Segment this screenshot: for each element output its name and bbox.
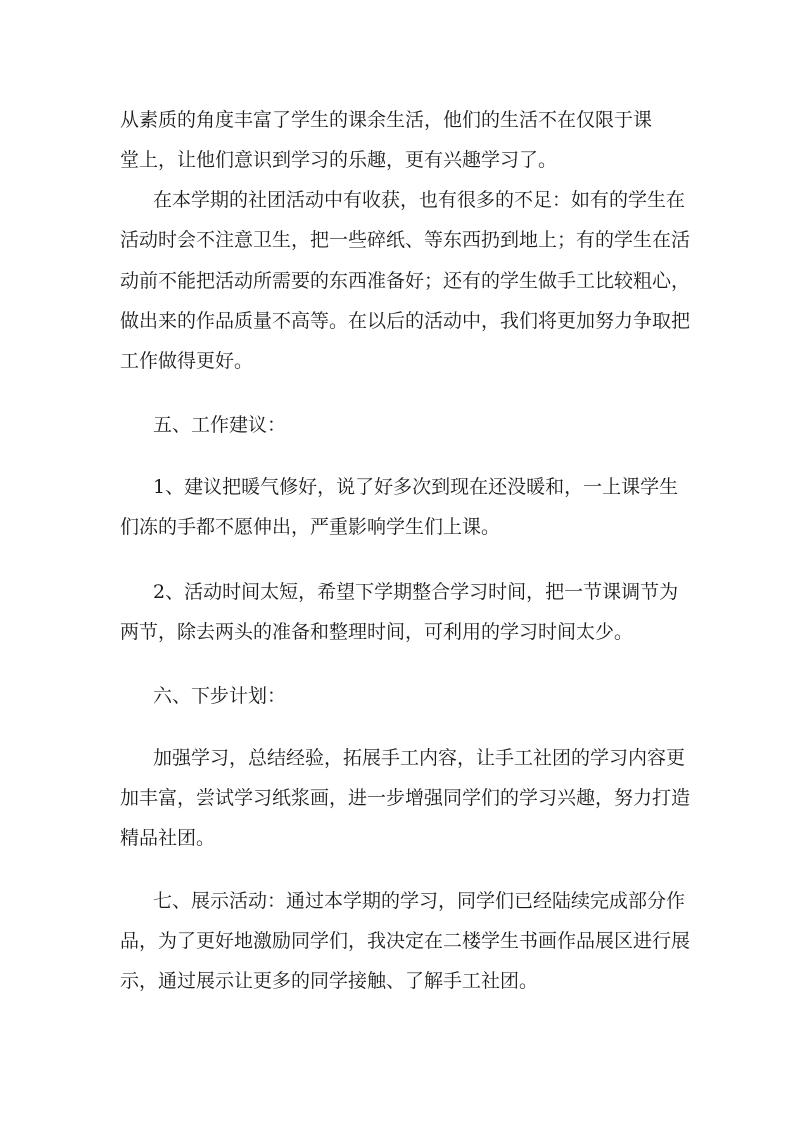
text-line: 七、展示活动：通过本学期的学习，同学们已经陆续完成部分作 [153,890,686,912]
text-line: 堂上，让他们意识到学习的乐趣，更有兴趣学习了。 [120,149,558,171]
text-line: 工作做得更好。 [120,350,254,372]
section-heading: 六、下步计划： [153,685,287,707]
text-line: 1、建议把暖气修好，说了好多次到现在还没暖和，一上课学生 [153,476,679,498]
text-line: 2、活动时间太短，希望下学期整合学习时间，把一节课调节为 [153,581,679,603]
text-line: 精品社团。 [120,827,216,849]
text-line: 示，通过展示让更多的同学接触、了解手工社团。 [120,970,539,992]
text-line: 做出来的作品质量不高等。在以后的活动中，我们将更加努力争取把 [120,310,691,332]
text-line: 在本学期的社团活动中有收获，也有很多的不足：如有的学生在 [153,189,686,211]
text-line: 品，为了更好地激励同学们，我决定在二楼学生书画作品展区进行展 [120,930,691,952]
text-line: 加丰富，尝试学习纸浆画，进一步增强同学们的学习兴趣，努力打造 [120,787,691,809]
text-line: 加强学习，总结经验，拓展手工内容，让手工社团的学习内容更 [153,747,686,769]
text-line: 从素质的角度丰富了学生的课余生活，他们的生活不在仅限于课 [120,109,653,131]
text-line: 活动时会不注意卫生，把一些碎纸、等东西扔到地上；有的学生在活 [120,229,691,251]
text-line: 动前不能把活动所需要的东西准备好；还有的学生做手工比较粗心， [120,270,691,292]
section-heading: 五、工作建议： [153,414,287,436]
text-line: 两节，除去两头的准备和整理时间，可利用的学习时间太少。 [120,621,634,643]
text-line: 们冻的手都不愿伸出，严重影响学生们上课。 [120,516,501,538]
